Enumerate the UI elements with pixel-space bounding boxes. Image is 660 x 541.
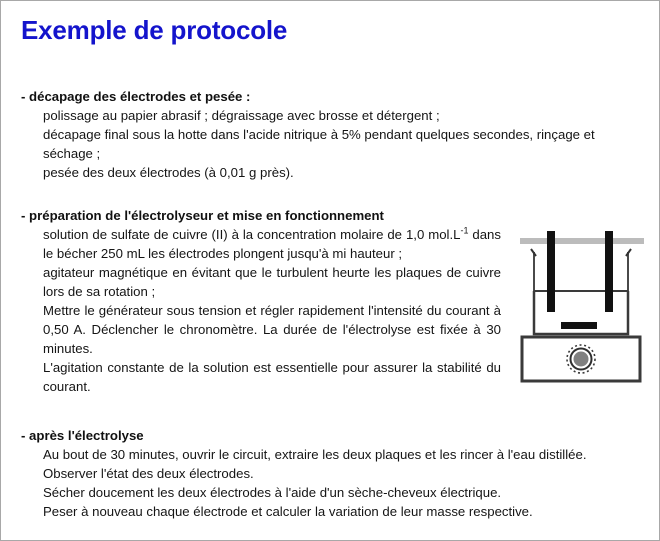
electrolysis-apparatus-diagram — [516, 229, 651, 389]
protocol-step: Peser à nouveau chaque électrode et calculer la variation de leur masse respective. — [43, 504, 533, 519]
stir-bar-icon — [561, 322, 597, 329]
page-title: Exemple de protocole — [21, 15, 288, 45]
protocol-step: polissage au papier abrasif ; dégraissage avec brosse et détergent ; — [43, 108, 440, 123]
section-body — [21, 106, 643, 182]
protocol-step: Observer l'état des deux électrodes. — [43, 466, 254, 481]
section-heading: - après l'électrolyse — [21, 428, 144, 443]
section-heading: - décapage des électrodes et pesée : — [21, 89, 251, 104]
section-decapage — [21, 89, 643, 182]
protocol-step: pesée des deux électrodes (à 0,01 g près). — [43, 165, 294, 180]
stirrer-knob-icon — [574, 352, 589, 367]
protocol-step: Mettre le générateur sous tension et régler rapidement l'intensité du courant à 0,50 A. Déclencher le chronomètre. La durée de l'électrolyse est fixée à 30 minutes. — [43, 303, 501, 356]
support-rod-icon — [520, 238, 644, 244]
protocol-step: décapage final sous la hotte dans l'acide nitrique à 5% pendant quelques secondes, rinçage et séchage ; — [43, 127, 595, 161]
left-electrode-icon — [547, 231, 555, 312]
protocol-step: Au bout de 30 minutes, ouvrir le circuit, extraire les deux plaques et les rincer à l'eau distillée. — [43, 447, 587, 462]
protocol-step: agitateur magnétique en évitant que le turbulent heurte les plaques de cuivre lors de sa rotation ; — [43, 265, 501, 299]
protocol-step: Sécher doucement les deux électrodes à l'aide d'un sèche-cheveux électrique. — [43, 485, 502, 500]
section-body — [21, 225, 501, 396]
section-apres-electrolyse — [21, 428, 643, 521]
protocol-step: L'agitation constante de la solution est essentielle pour assurer la stabilité du courant. — [43, 360, 501, 394]
section-body — [21, 445, 643, 521]
section-heading: - préparation de l'électrolyseur et mise en fonctionnement — [21, 208, 384, 223]
protocol-step: solution de sulfate de cuivre (II) à la concentration molaire de 1,0 $mol.L^{-1}$ dans le bécher 250 mL les électrodes plongent jusqu'à mi hauteur ; — [43, 225, 501, 261]
right-electrode-icon — [605, 231, 613, 312]
section-preparation — [21, 208, 501, 396]
